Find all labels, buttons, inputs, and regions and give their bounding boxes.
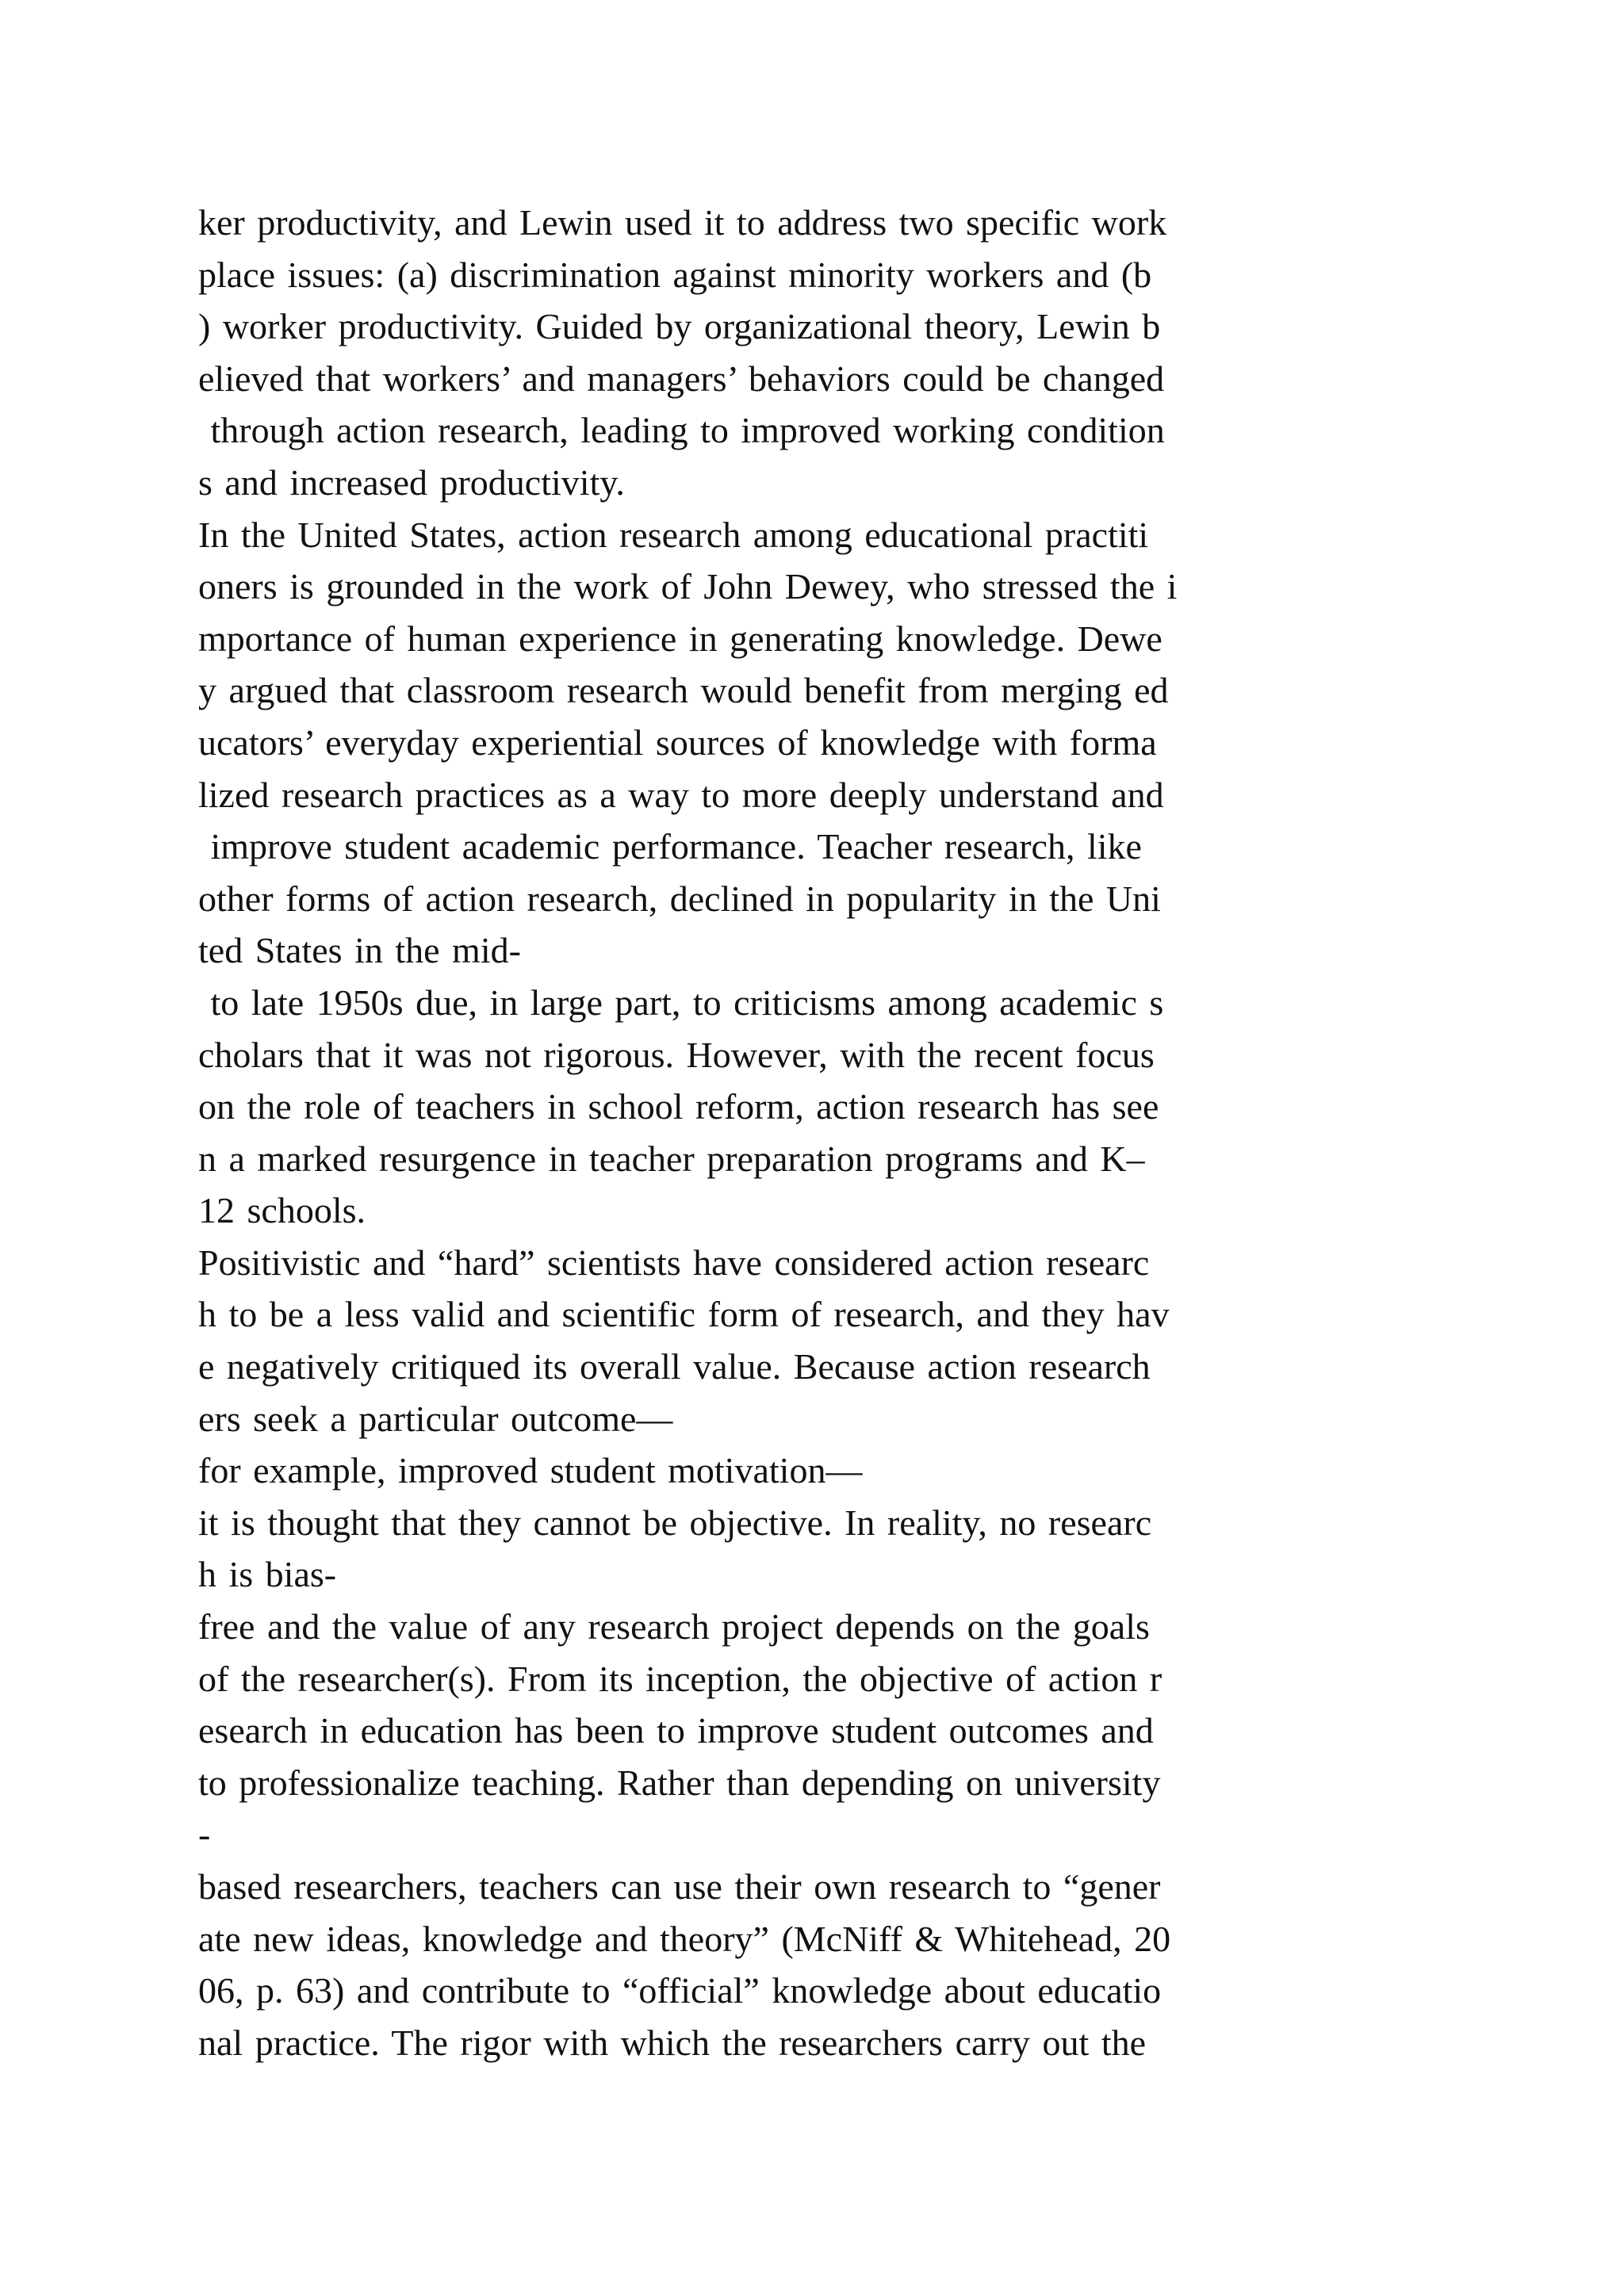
text-line: of the researcher(s). From its inception, the objective of action r — [198, 1658, 1162, 1699]
text-line: other forms of action research, declined in popularity in the Uni — [198, 878, 1161, 919]
text-line: improve student academic performance. Teacher research, like — [198, 826, 1142, 867]
text-line: ) worker productivity. Guided by organizational theory, Lewin b — [198, 306, 1161, 347]
text-line: s and increased productivity. — [198, 461, 625, 503]
text-line: for example, improved student motivation— — [198, 1450, 863, 1491]
text-line: ers seek a particular outcome— — [198, 1398, 673, 1439]
text-line: esearch in education has been to improve student outcomes and — [198, 1710, 1154, 1751]
text-line: mportance of human experience in generating knowledge. Dewe — [198, 618, 1162, 659]
text-line: through action research, leading to improved working condition — [198, 410, 1165, 451]
text-line: oners is grounded in the work of John Dewey, who stressed the i — [198, 566, 1178, 607]
text-line: In the United States, action research among educational practiti — [198, 514, 1149, 555]
text-line: e negatively critiqued its overall value. Because action research — [198, 1346, 1151, 1387]
text-line: based researchers, teachers can use their own research to “gener — [198, 1866, 1161, 1907]
text-line: h is bias- — [198, 1554, 337, 1595]
text-line: n a marked resurgence in teacher preparation programs and K– — [198, 1138, 1145, 1179]
text-line: ker productivity, and Lewin used it to address two specific work — [198, 202, 1167, 243]
text-line: ate new ideas, knowledge and theory” (McNiff & Whitehead, 20 — [198, 1918, 1171, 1959]
text-line: to professionalize teaching. Rather than depending on university — [198, 1762, 1161, 1803]
text-line: lized research practices as a way to more deeply understand and — [198, 774, 1164, 815]
text-line: to late 1950s due, in large part, to criticisms among academic s — [198, 982, 1164, 1023]
text-line: cholars that it was not rigorous. However, with the recent focus — [198, 1034, 1155, 1075]
text-line: Positivistic and “hard” scientists have considered action researc — [198, 1242, 1150, 1283]
text-line: free and the value of any research project depends on the goals — [198, 1606, 1150, 1647]
text-line: - — [198, 1814, 211, 1855]
text-line: 06, p. 63) and contribute to “official” knowledge about educatio — [198, 1970, 1162, 2011]
text-line: on the role of teachers in school reform, action research has see — [198, 1086, 1159, 1127]
document-text — [198, 197, 1483, 2068]
text-line: ucators’ everyday experiential sources of knowledge with forma — [198, 721, 1157, 763]
text-line: 12 schools. — [198, 1190, 366, 1231]
text-line: nal practice. The rigor with which the researchers carry out the — [198, 2022, 1147, 2063]
text-line: it is thought that they cannot be objective. In reality, no researc — [198, 1502, 1152, 1543]
text-line: ted States in the mid- — [198, 930, 521, 971]
text-line: place issues: (a) discrimination against minority workers and (b — [198, 254, 1152, 295]
text-line: y argued that classroom research would benefit from merging ed — [198, 670, 1169, 711]
text-line: elieved that workers’ and managers’ behaviors could be changed — [198, 358, 1165, 399]
text-line: h to be a less valid and scientific form of research, and they hav — [198, 1294, 1170, 1335]
